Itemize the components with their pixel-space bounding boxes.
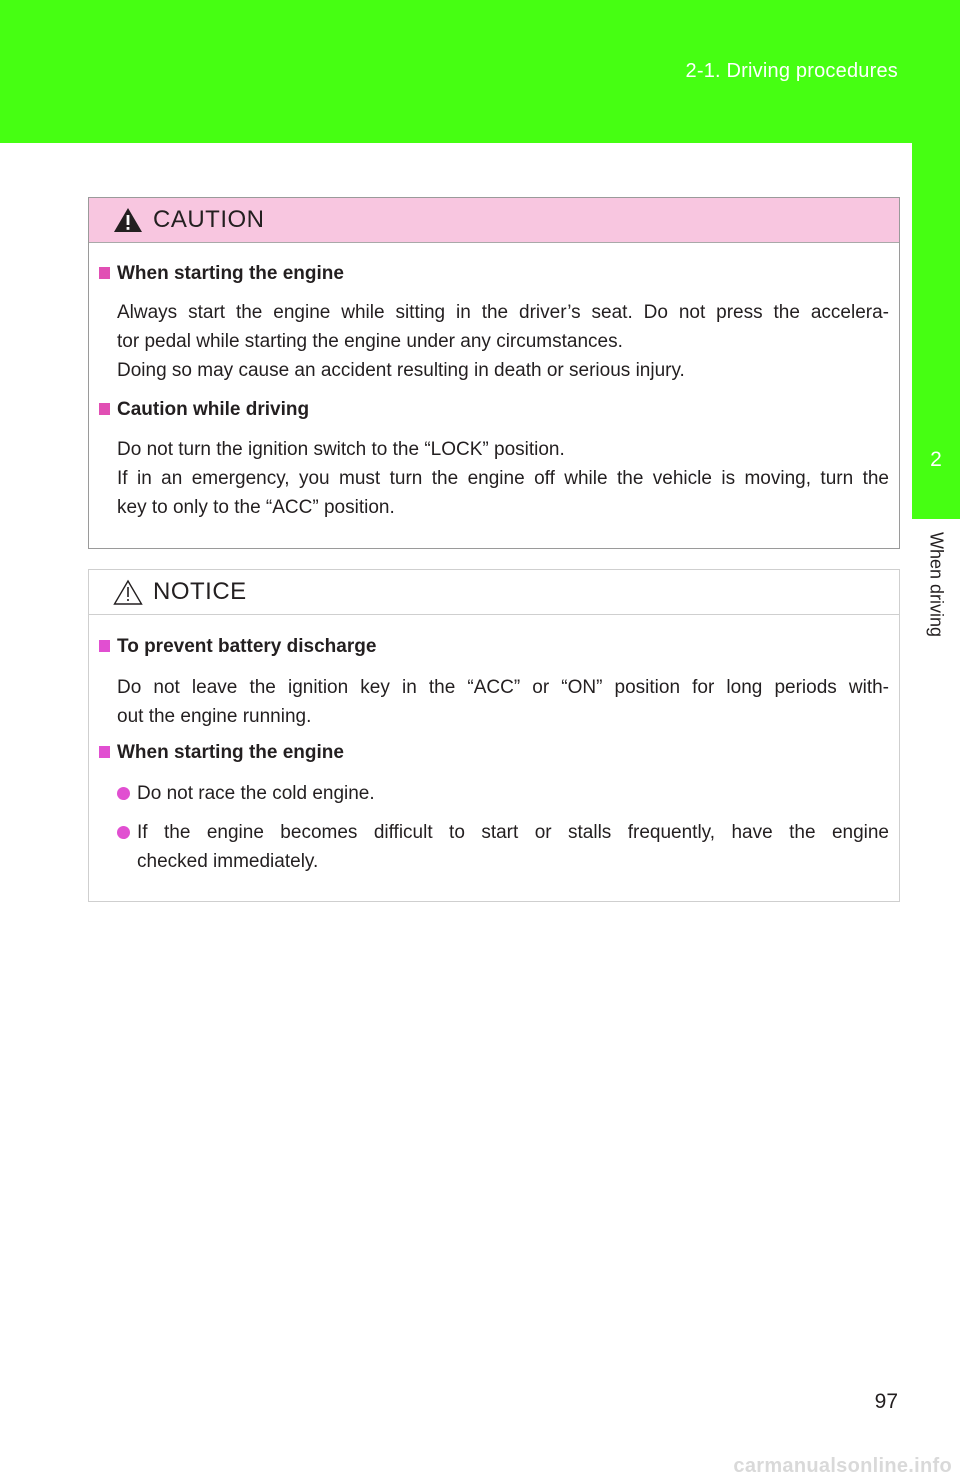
bullet-text: checked immediately. [137,851,319,872]
notice-heading-battery: To prevent battery discharge [99,636,376,658]
chapter-label-container [917,532,955,672]
warning-triangle-outline-icon [113,579,143,605]
notice-bullet-cold-engine [117,779,889,808]
text-line: key to only to the “ACC” position. [117,497,395,518]
notice-bullet-difficult-start [117,818,889,876]
notice-title: NOTICE [153,578,247,605]
round-bullet-icon [117,787,130,800]
text-line: Always start the engine while sitting in the driver’s seat. Do not press the accelera- [117,302,889,323]
chapter-number: 2 [930,448,942,471]
text-line: Do not leave the ignition key in the “ACC” or “ON” position for long periods with- [117,677,889,698]
text-line: out the engine running. [117,706,312,727]
caution-header [89,198,899,243]
text-line: If in an emergency, you must turn the engine off while the vehicle is moving, turn the [117,468,889,489]
text-line: tor pedal while starting the engine under any circumstances. [117,331,623,352]
caution-paragraph-while-driving [117,435,889,522]
notice-header [89,570,899,615]
watermark: carmanualsonline.info [733,1455,952,1477]
bullet-text: If the engine becomes difficult to start or stalls frequently, have the engine [137,822,889,843]
chapter-label: When driving [926,532,947,638]
notice-paragraph-battery [117,673,889,731]
caution-paragraph-starting-engine [117,298,889,385]
caution-box [88,197,900,549]
section-title: 2-1. Driving procedures [685,60,898,82]
bullet-text: Do not race the cold engine. [137,783,375,804]
text-line: Do not turn the ignition switch to the “LOCK” position. [117,439,565,460]
page-number: 97 [874,1390,898,1413]
text-line: Doing so may cause an accident resulting in death or serious injury. [117,360,685,381]
caution-heading-starting-engine: When starting the engine [99,263,344,285]
square-bullet-icon [99,267,110,279]
notice-heading-starting-engine: When starting the engine [99,742,344,764]
round-bullet-icon [117,826,130,839]
header-band [0,0,960,143]
caution-title: CAUTION [153,206,265,233]
caution-heading-while-driving: Caution while driving [99,399,309,421]
notice-box [88,569,900,902]
square-bullet-icon [99,403,110,415]
square-bullet-icon [99,746,110,758]
square-bullet-icon [99,640,110,652]
chapter-tab [912,143,960,519]
warning-triangle-icon [113,207,143,233]
